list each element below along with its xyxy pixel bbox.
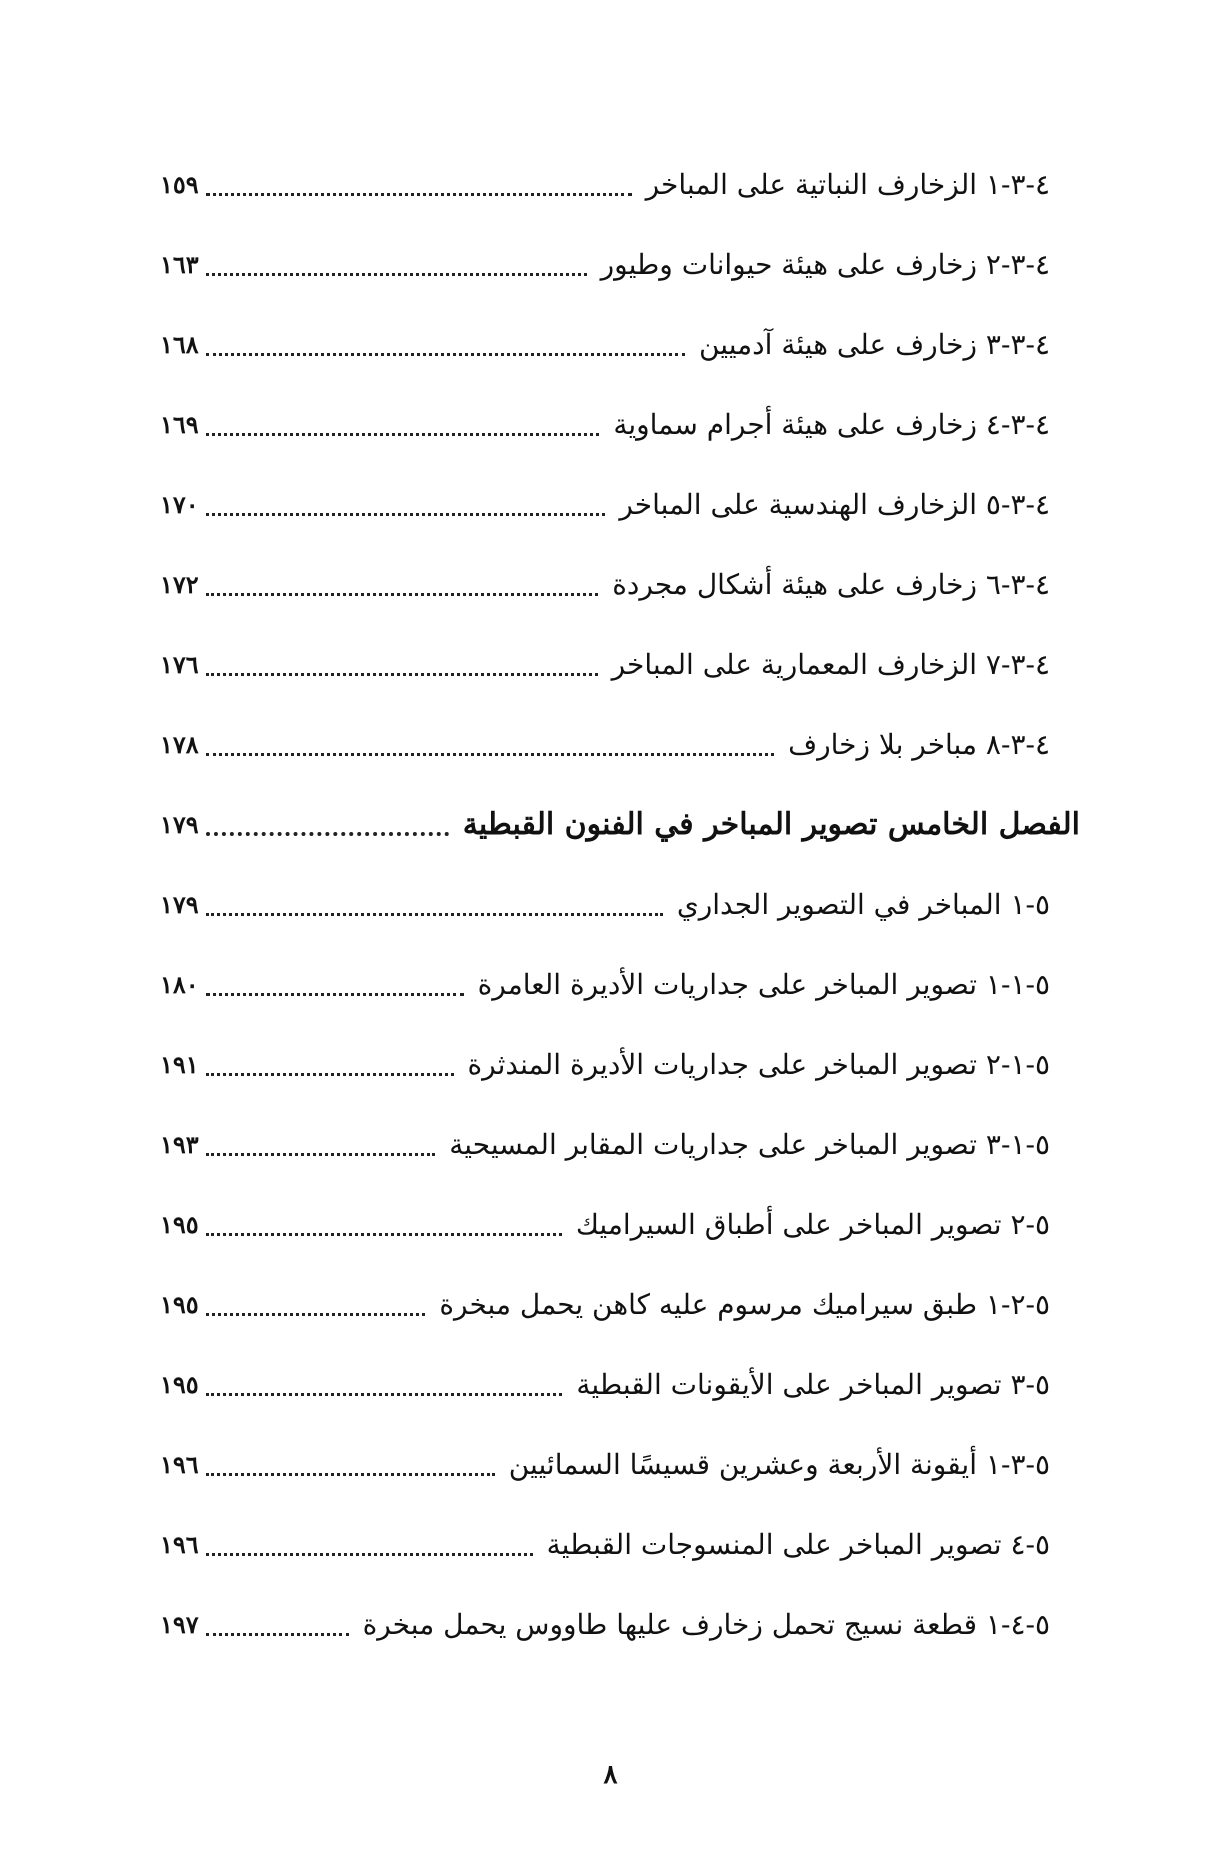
dot-leader: [206, 193, 632, 196]
toc-entry-number: ٤-٣-٨: [985, 728, 1050, 761]
toc-entry-title: [449, 1125, 1050, 1165]
toc-entry: [160, 145, 1080, 225]
toc-entry: [160, 225, 1080, 305]
toc-entry: [160, 385, 1080, 465]
toc-entry-text: تصوير المباخر على جداريات المقابر المسيحية: [449, 1128, 978, 1161]
dot-leader: [206, 1553, 533, 1556]
toc-entry-text: زخارف على هيئة أشكال مجردة: [612, 568, 978, 601]
toc-entry-title: [612, 645, 1050, 685]
dot-leader: [206, 513, 605, 516]
dot-leader: [206, 593, 598, 596]
toc-entry-number: ٤-٣-٢: [985, 248, 1050, 281]
toc-entry-title: [788, 725, 1050, 765]
toc-entry-text: تصوير المباخر على أطباق السيراميك: [575, 1208, 1002, 1241]
dot-leader: [206, 1073, 454, 1076]
dot-leader: [206, 1473, 495, 1476]
toc-entry-number: ٥-٢: [1010, 1208, 1050, 1241]
toc-entry-number: ٤-٣-٥: [985, 488, 1050, 521]
page-number: ٨: [603, 1760, 618, 1790]
dot-leader: [206, 1153, 435, 1156]
toc-entry: [160, 465, 1080, 545]
toc-entry-page: ١٧٨: [160, 730, 199, 759]
toc-entry-page: ١٨٠: [160, 970, 199, 999]
toc-entry-text: زخارف على هيئة أجرام سماوية: [613, 408, 978, 441]
toc-entry-text: الزخارف النباتية على المباخر: [645, 168, 978, 201]
dot-leader: [206, 1393, 562, 1396]
toc-entry-page: ١٩١: [160, 1050, 199, 1079]
toc-entry-text: قطعة نسيج تحمل زخارف عليها طاووس يحمل مبخرة: [362, 1608, 978, 1641]
toc-entry-page: ١٩٧: [160, 1610, 199, 1639]
toc-entry-title: [601, 245, 1050, 285]
toc-entry-number: ٥-١-٢: [985, 1048, 1050, 1081]
toc-entry: [160, 1185, 1080, 1265]
toc-entry-title: [478, 965, 1050, 1005]
toc-entry-text: تصوير المباخر على المنسوجات القبطية: [546, 1528, 1002, 1561]
toc-entry-page: ١٧٢: [160, 570, 199, 599]
toc-entry-title: [619, 485, 1050, 525]
toc-entry-text: زخارف على هيئة آدميين: [698, 328, 978, 361]
toc-entry-title: [646, 165, 1050, 205]
dot-leader: [206, 1633, 349, 1636]
toc-entry-page: ١٦٣: [160, 250, 199, 279]
toc-entry-number: ٤-٣-١: [985, 168, 1050, 201]
toc-entry-page: ١٧٠: [160, 490, 199, 519]
toc-entry: [160, 1425, 1080, 1505]
toc-entry: [160, 1025, 1080, 1105]
toc-entry-title: [509, 1445, 1050, 1485]
toc-entry-number: ٥-١-٣: [985, 1128, 1050, 1161]
toc-entry-title: [576, 1365, 1050, 1405]
toc-entry: [160, 1105, 1080, 1185]
toc-entry-text: الزخارف المعمارية على المباخر: [611, 648, 978, 681]
toc-entry-page: ١٧٦: [160, 650, 199, 679]
toc-entry-title: [576, 1205, 1050, 1245]
toc-entry-text: أيقونة الأربعة وعشرين قسيسًا السمائيين: [508, 1448, 978, 1481]
toc-entry: [160, 1585, 1080, 1665]
dot-leader: [206, 353, 685, 356]
toc-entry-page: ١٩٦: [160, 1450, 199, 1479]
toc-entry-number: ٥-١-١: [985, 968, 1050, 1001]
toc-entry: [160, 1505, 1080, 1585]
dot-leader: [206, 993, 464, 996]
toc-entry-number: ٤-٣-٧: [985, 648, 1050, 681]
toc-entry-title: الفصل الخامس تصوير المباخر في الفنون القبطية: [462, 807, 1080, 842]
dot-leader: [206, 433, 599, 436]
dot-leader: [206, 273, 587, 276]
toc-entry-title: [612, 565, 1050, 605]
toc-entry-number: ٥-٣-١: [985, 1448, 1050, 1481]
toc-entry: [160, 305, 1080, 385]
toc-entry-number: ٥-٣: [1010, 1368, 1050, 1401]
toc-entry-text: الزخارف الهندسية على المباخر: [619, 488, 978, 521]
toc-entry-text: تصوير المباخر على الأيقونات القبطية: [576, 1368, 1002, 1401]
toc-entry: [160, 865, 1080, 945]
toc-entry: [160, 1265, 1080, 1345]
toc-entry-number: ٤-٣-٤: [985, 408, 1050, 441]
toc-entry-page: ١٥٩: [160, 170, 199, 199]
toc-chapter-heading: [160, 785, 1080, 865]
toc-entry-title: [468, 1045, 1051, 1085]
table-of-contents: [160, 145, 1080, 1665]
toc-entry-number: ٥-٤: [1010, 1528, 1050, 1561]
toc-entry: [160, 705, 1080, 785]
toc-entry-page: ١٩٣: [160, 1130, 199, 1159]
dot-leader: [206, 832, 449, 836]
toc-entry-text: تصوير المباخر على جداريات الأديرة العامرة: [477, 968, 978, 1001]
toc-entry-page: ١٩٥: [160, 1210, 199, 1239]
toc-entry-page: ١٩٥: [160, 1290, 199, 1319]
toc-entry-text: تصوير المباخر على جداريات الأديرة المندثرة: [467, 1048, 978, 1081]
toc-entry: [160, 545, 1080, 625]
toc-entry-title: [439, 1285, 1050, 1325]
toc-entry-title: [677, 885, 1050, 925]
toc-entry-page: ١٧٩: [160, 890, 199, 919]
toc-entry-text: المباخر في التصوير الجداري: [676, 888, 1002, 921]
toc-entry-page: ١٧٩: [160, 810, 199, 839]
toc-entry-number: ٤-٣-٦: [985, 568, 1050, 601]
toc-entry-number: ٥-٤-١: [985, 1608, 1050, 1641]
toc-entry-number: ٥-١: [1010, 888, 1050, 921]
toc-entry-page: ١٩٦: [160, 1530, 199, 1559]
dot-leader: [206, 1313, 425, 1316]
toc-entry-title: [699, 325, 1050, 365]
toc-entry-page: ١٩٥: [160, 1370, 199, 1399]
toc-entry-text: مباخر بلا زخارف: [788, 728, 978, 761]
toc-entry-title: [547, 1525, 1050, 1565]
toc-entry: [160, 625, 1080, 705]
dot-leader: [206, 753, 774, 756]
toc-entry: [160, 945, 1080, 1025]
toc-entry-page: ١٦٨: [160, 330, 199, 359]
toc-entry-text: زخارف على هيئة حيوانات وطيور: [600, 248, 978, 281]
dot-leader: [206, 913, 663, 916]
toc-entry-title: [613, 405, 1050, 445]
toc-entry-number: ٤-٣-٣: [985, 328, 1050, 361]
toc-entry-title: [363, 1605, 1050, 1645]
dot-leader: [206, 1233, 562, 1236]
toc-entry-page: ١٦٩: [160, 410, 199, 439]
dot-leader: [206, 673, 598, 676]
toc-entry-text: طبق سيراميك مرسوم عليه كاهن يحمل مبخرة: [439, 1288, 978, 1321]
toc-entry: [160, 1345, 1080, 1425]
toc-entry-number: ٥-٢-١: [985, 1288, 1050, 1321]
